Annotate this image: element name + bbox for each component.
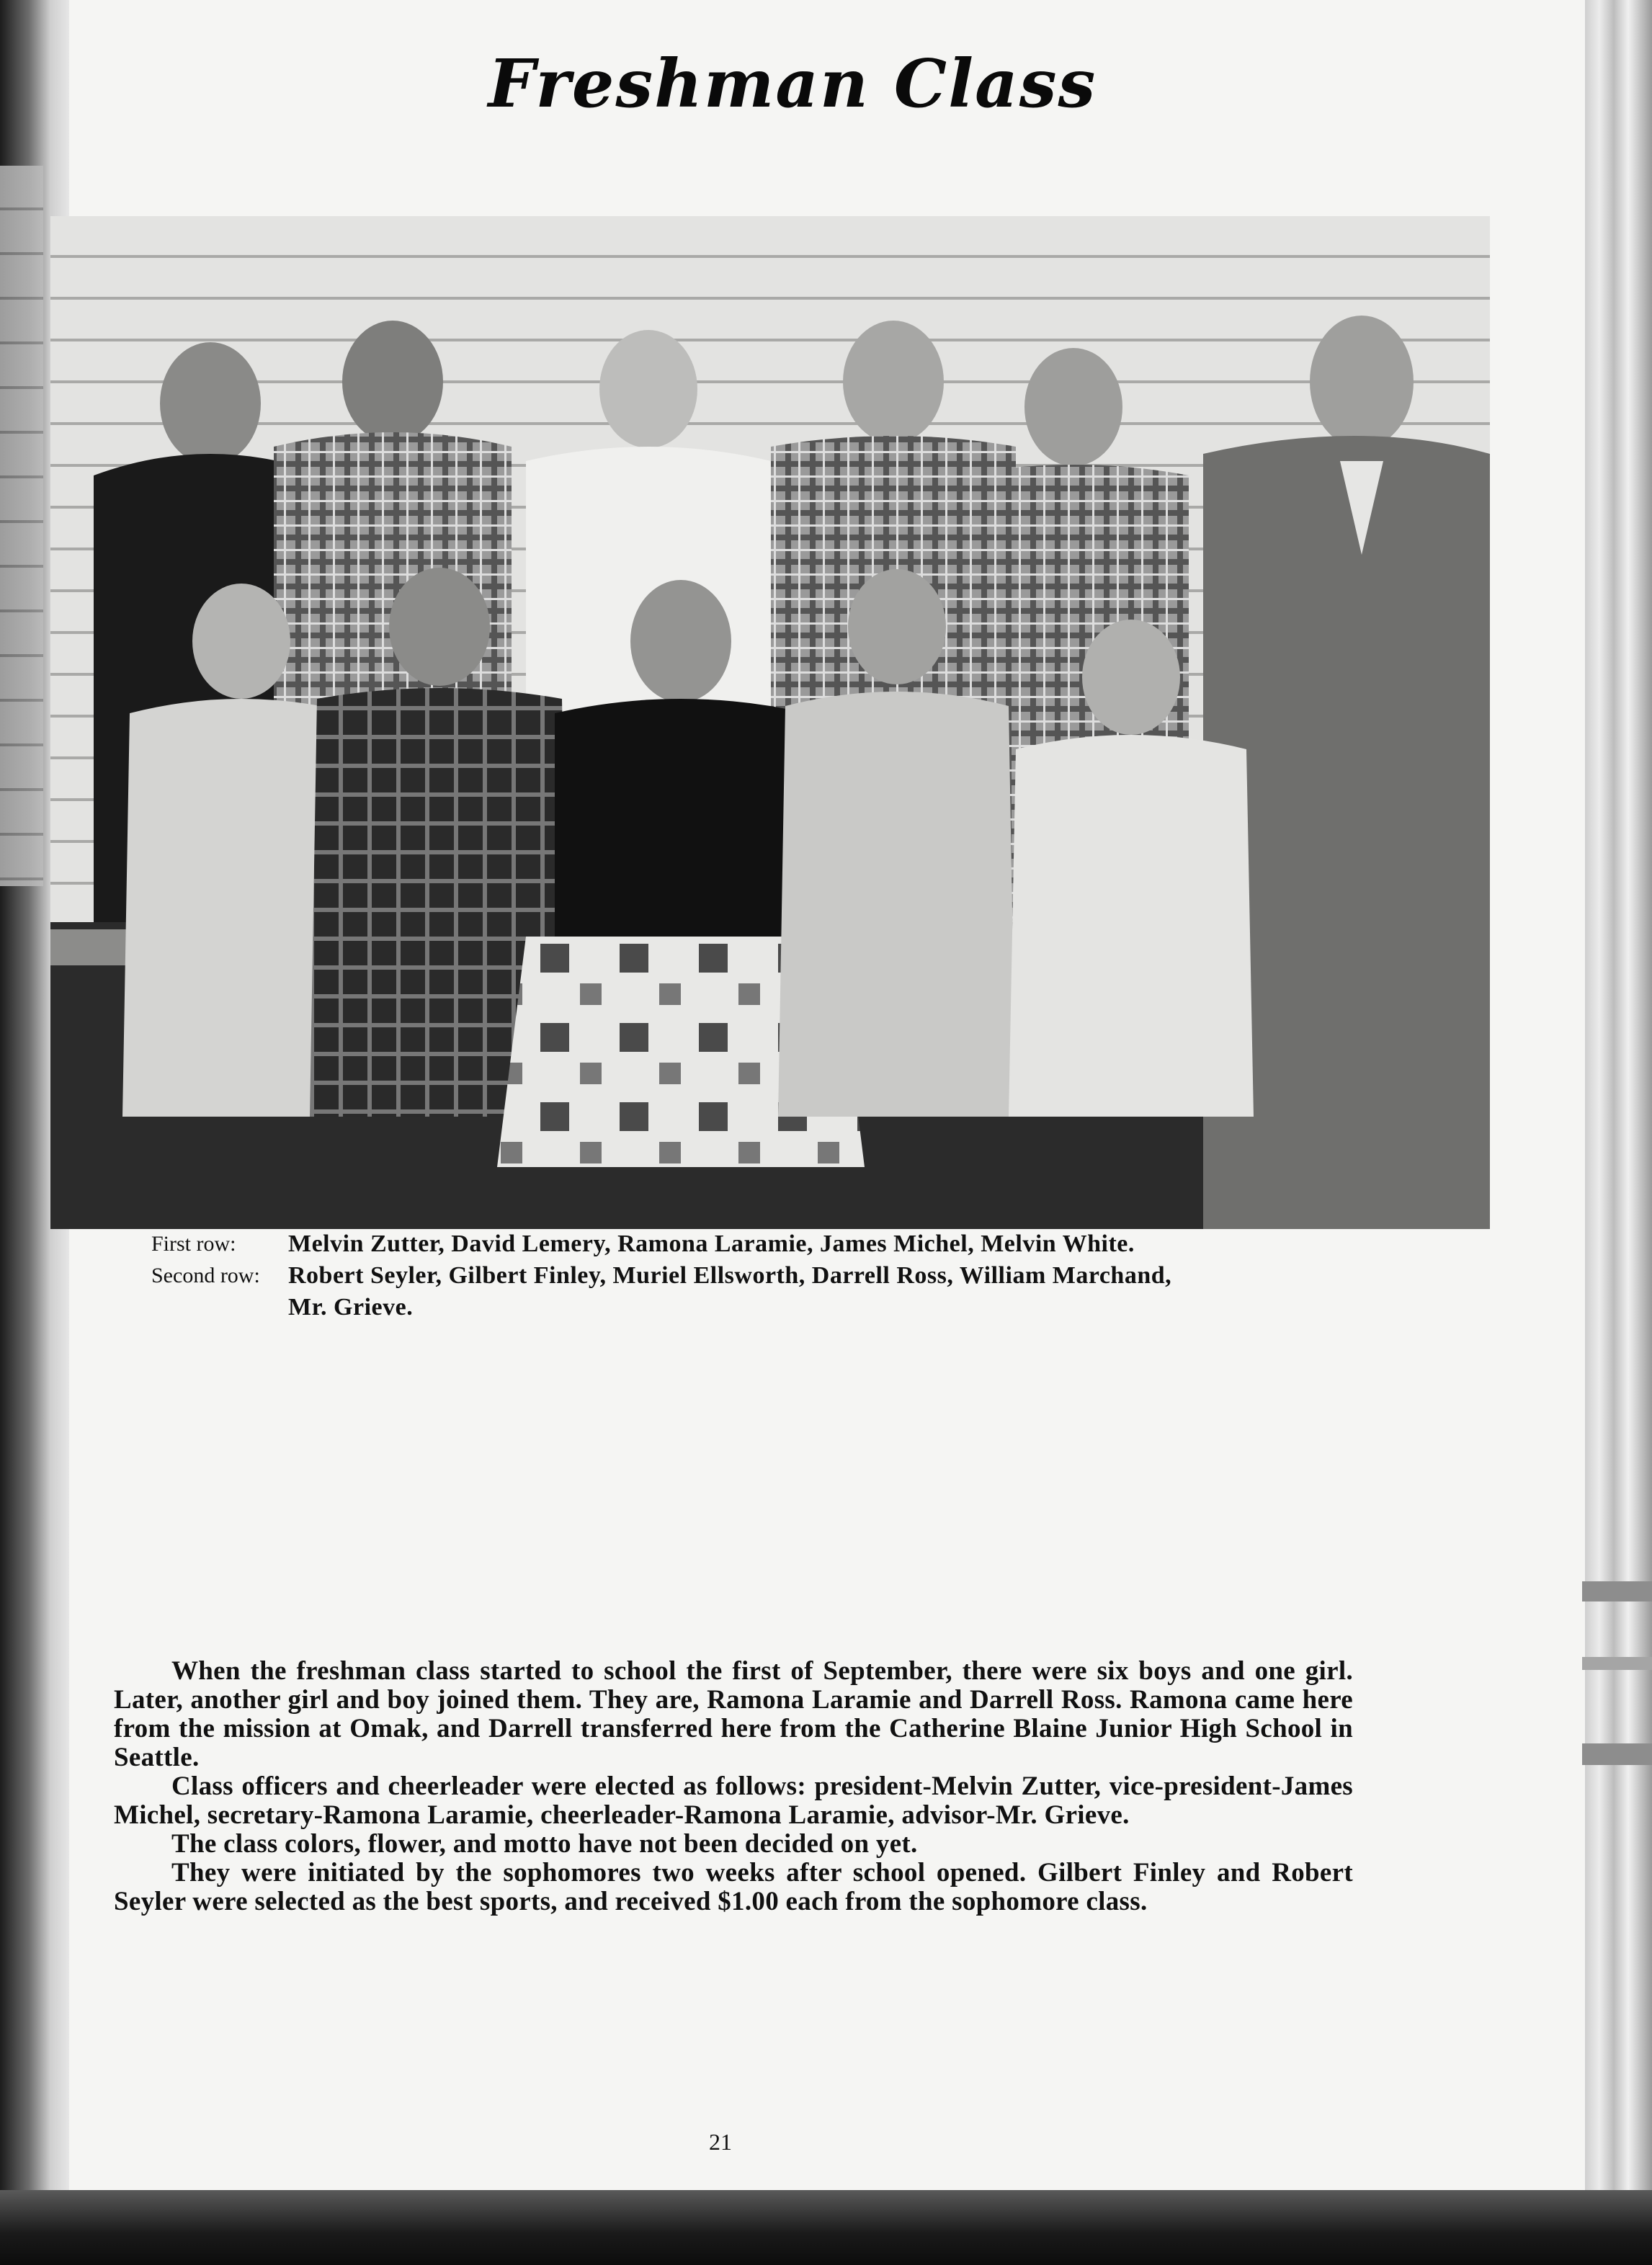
class-group-photo xyxy=(50,216,1490,1229)
page-edge-mark xyxy=(1582,1581,1652,1601)
second-row-names-continued: Mr. Grieve. xyxy=(288,1294,414,1321)
page-number: 21 xyxy=(709,2129,732,2155)
paragraph: They were initiated by the sophomores two weeks after school opened. Gilbert Finley and Robert Seyler were selected as the best sports, and received $1.00 each from the sophomore class. xyxy=(114,1858,1353,1916)
binding-shadow xyxy=(0,2190,1652,2265)
paragraph: When the freshman class started to school the first of September, there were six boys and one girl. Later, another girl and boy joined them. They are, Ramona Laramie and Darrell Ross. Ramona came here from the mission at Omak, and Darrell transferred here from the Catherine Blaine Junior High School in Seattle. xyxy=(114,1656,1353,1772)
second-row-label: Second row: xyxy=(151,1264,260,1287)
first-row-names: Melvin Zutter, David Lemery, Ramona Laramie, James Michel, Melvin White. xyxy=(288,1230,1135,1257)
page-edge-mark xyxy=(1582,1657,1652,1670)
caption-first-row xyxy=(151,1228,1376,1260)
page-edge-mark xyxy=(1582,1743,1652,1765)
class-summary-text xyxy=(114,1657,1353,1916)
paragraph: The class colors, flower, and motto have not been decided on yet. xyxy=(171,1829,918,1859)
facing-page-strips xyxy=(0,166,43,886)
class-photo-illustration xyxy=(50,216,1490,1229)
caption-second-row xyxy=(151,1260,1376,1292)
photo-caption xyxy=(151,1228,1376,1323)
paragraph: Class officers and cheerleader were elected as follows: president-Melvin Zutter, vice-president-James Michel, secretary-Ramona Laramie, cheerleader-Ramona Laramie, advisor-Mr. Grieve. xyxy=(114,1772,1353,1830)
first-row-label: First row: xyxy=(151,1232,236,1256)
page-title: Freshman Class xyxy=(488,45,1097,122)
caption-second-row-continued xyxy=(151,1292,1376,1323)
page-stack-edge xyxy=(1585,0,1652,2265)
second-row-names: Robert Seyler, Gilbert Finley, Muriel Ellsworth, Darrell Ross, William Marchand, xyxy=(288,1262,1172,1289)
